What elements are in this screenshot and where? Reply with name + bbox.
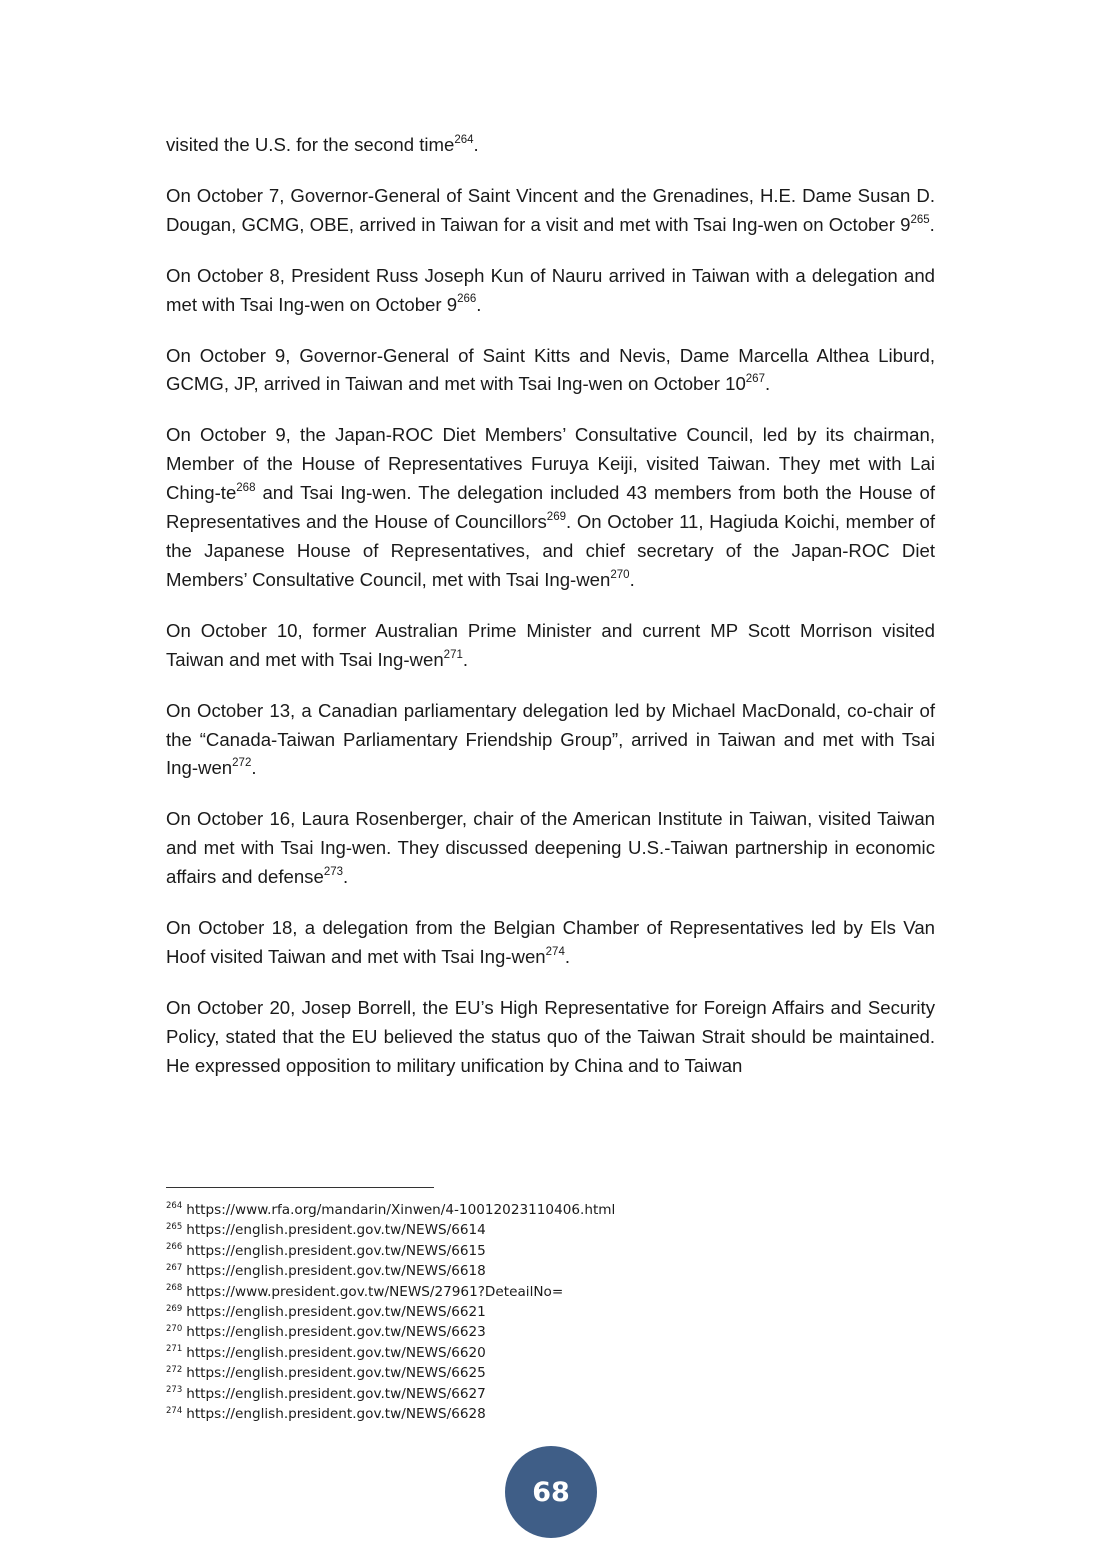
paragraph-text: . On October 11, Hagiuda Koichi, member of the Japanese House of Representatives, and chief secretary of the Japan-ROC Diet Members’ Consultative Council, met with Tsai Ing-wen xyxy=(166,511,935,590)
footnote-separator xyxy=(166,1187,434,1188)
paragraph xyxy=(166,697,935,784)
paragraph xyxy=(166,617,935,675)
paragraph xyxy=(166,342,935,400)
footnote-reference[interactable]: 273 xyxy=(323,865,344,878)
paragraph-text: On October 10, former Australian Prime Minister and current MP Scott Morrison visited Taiwan and met with Tsai Ing-wen xyxy=(166,619,935,670)
paragraph xyxy=(166,421,935,594)
footnote-item xyxy=(166,1220,866,1240)
footnote-link[interactable]: https://english.president.gov.tw/NEWS/6615 xyxy=(186,1242,486,1259)
page-number: 68 xyxy=(532,1476,570,1508)
footnote-link[interactable]: https://www.president.gov.tw/NEWS/27961?DeteailNo= xyxy=(186,1283,564,1300)
footnote-number: 264 xyxy=(166,1201,183,1212)
footnote-link[interactable]: https://www.rfa.org/mandarin/Xinwen/4-10012023110406.html xyxy=(186,1202,616,1218)
paragraph-text: On October 7, Governor-General of Saint Vincent and the Grenadines, H.E. Dame Susan D. Dougan, GCMG, OBE, arrived in Taiwan for a visit and met with Tsai Ing-wen on October 9 xyxy=(166,184,935,235)
footnote-number: 270 xyxy=(166,1323,183,1334)
paragraph-tail: . xyxy=(764,373,771,395)
paragraph-text: On October 9, Governor-General of Saint Kitts and Nevis, Dame Marcella Althea Liburd, GCMG, JP, arrived in Taiwan and met with Tsai Ing-wen on October 10 xyxy=(166,344,935,395)
footnote-reference[interactable]: 272 xyxy=(232,757,252,770)
footnotes xyxy=(166,1200,866,1424)
footnote-number: 267 xyxy=(166,1262,183,1273)
paragraph-tail: . xyxy=(564,945,571,967)
footnote-item xyxy=(166,1200,866,1220)
paragraph xyxy=(166,805,935,892)
page-number-badge xyxy=(505,1446,597,1538)
paragraph xyxy=(166,914,935,972)
footnote-item xyxy=(166,1282,866,1302)
footnote-link[interactable]: https://english.president.gov.tw/NEWS/6625 xyxy=(186,1365,486,1382)
footnote-number: 268 xyxy=(166,1283,183,1294)
footnote-link[interactable]: https://english.president.gov.tw/NEWS/6618 xyxy=(186,1263,486,1280)
footnote-item xyxy=(166,1261,866,1281)
footnote-item xyxy=(166,1241,866,1261)
footnote-number: 272 xyxy=(166,1364,183,1375)
footnote-reference[interactable]: 266 xyxy=(457,293,477,306)
paragraph-tail: . xyxy=(343,866,349,888)
footnote-reference[interactable]: 267 xyxy=(745,373,765,386)
paragraph-tail: . xyxy=(462,648,469,670)
footnote-reference[interactable]: 269 xyxy=(546,510,566,523)
footnote-number: 273 xyxy=(166,1385,183,1396)
footnote-number: 274 xyxy=(166,1405,183,1416)
footnote-reference[interactable]: 264 xyxy=(454,133,474,146)
paragraph-text: On October 18, a delegation from the Belgian Chamber of Representatives led by Els Van Hoof visited Taiwan and met with Tsai Ing-wen xyxy=(166,917,935,967)
footnote-item xyxy=(166,1384,866,1404)
paragraph-tail: . xyxy=(473,134,479,155)
paragraph-text: On October 9, the Japan-ROC Diet Members’ Consultative Council, led by its chairman, Member of the House of Representatives Furuya Keiji, visited Taiwan. They met with Lai Ching-te xyxy=(166,424,935,504)
footnote-number: 265 xyxy=(166,1221,183,1232)
paragraph xyxy=(166,131,935,160)
footnote-number: 271 xyxy=(166,1344,183,1355)
footnote-number: 269 xyxy=(166,1303,183,1314)
footnote-link[interactable]: https://english.president.gov.tw/NEWS/6628 xyxy=(186,1406,486,1423)
paragraph-tail: . xyxy=(476,293,482,315)
paragraph-tail: . xyxy=(251,757,257,779)
footnote-reference[interactable]: 268 xyxy=(236,481,256,494)
footnote-item xyxy=(166,1343,866,1363)
footnote-item xyxy=(166,1363,866,1383)
paragraph-text: On October 8, President Russ Joseph Kun of Nauru arrived in Taiwan with a delegation and met with Tsai Ing-wen on October 9 xyxy=(166,264,935,315)
footnote-reference[interactable]: 274 xyxy=(545,945,565,958)
footnote-reference[interactable]: 271 xyxy=(443,648,463,661)
paragraph xyxy=(166,994,935,1081)
footnote-item xyxy=(166,1302,866,1322)
footnote-item xyxy=(166,1322,866,1342)
paragraph-text: and Tsai Ing-wen. The delegation included 43 members from both the House of Representatives and the House of Councillors xyxy=(166,482,935,533)
footnote-reference[interactable]: 265 xyxy=(910,213,930,226)
footnote-link[interactable]: https://english.president.gov.tw/NEWS/6621 xyxy=(186,1304,486,1321)
paragraph-text: On October 20, Josep Borrell, the EU’s High Representative for Foreign Affairs and Security Policy, stated that the EU believed the status quo of the Taiwan Strait should be maintained. He expressed opposition to military unification by China and to Taiwan xyxy=(166,996,935,1076)
paragraph-text: On October 16, Laura Rosenberger, chair of the American Institute in Taiwan, visited Taiwan and met with Tsai Ing-wen. They discussed deepening U.S.-Taiwan partnership in economic affairs and defense xyxy=(166,808,935,888)
footnote-reference[interactable]: 270 xyxy=(610,568,630,581)
paragraph xyxy=(166,182,935,240)
paragraph-text: visited the U.S. for the second time xyxy=(166,134,455,155)
paragraph-tail: . xyxy=(629,568,635,590)
footnote-link[interactable]: https://english.president.gov.tw/NEWS/6614 xyxy=(186,1222,486,1239)
footnote-item xyxy=(166,1404,866,1424)
footnote-link[interactable]: https://english.president.gov.tw/NEWS/6627 xyxy=(186,1385,486,1402)
footnote-link[interactable]: https://english.president.gov.tw/NEWS/6620 xyxy=(186,1344,486,1361)
paragraph-text: On October 13, a Canadian parliamentary delegation led by Michael MacDonald, co-chair of the “Canada-Taiwan Parliamentary Friendship Group”, arrived in Taiwan and met with Tsai Ing-wen xyxy=(166,699,935,779)
paragraph xyxy=(166,262,935,320)
footnote-number: 266 xyxy=(166,1242,183,1253)
footnote-link[interactable]: https://english.president.gov.tw/NEWS/6623 xyxy=(186,1324,486,1341)
body-text xyxy=(166,131,935,1103)
paragraph-tail: . xyxy=(929,213,935,235)
